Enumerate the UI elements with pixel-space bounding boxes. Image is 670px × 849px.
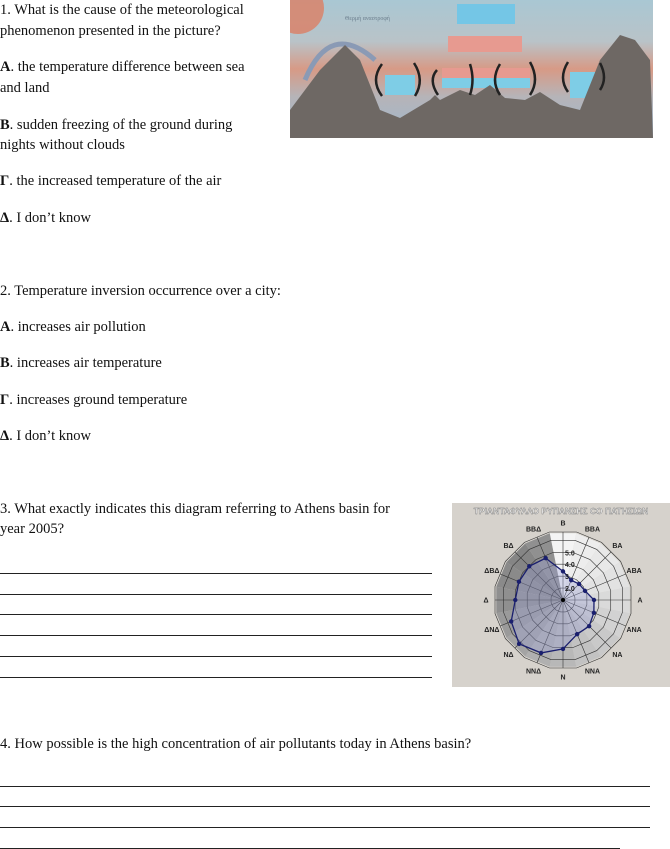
option-letter: Δ [0, 428, 10, 444]
chart-center [561, 598, 565, 602]
q1-option-d[interactable] [0, 209, 91, 227]
answer-line[interactable] [0, 573, 432, 574]
chart-direction-label: ΑΝΑ [626, 626, 642, 634]
chart-direction-label: Β [560, 520, 566, 528]
answer-line[interactable] [0, 656, 432, 657]
answer-line[interactable] [0, 635, 432, 636]
q1-option-a-cont: and land [0, 80, 50, 96]
chart-data-point [539, 651, 543, 655]
chart-direction-label: ΝΝΔ [525, 668, 542, 676]
chart-direction-label: ΒΒΔ [525, 526, 542, 534]
q1-option-a[interactable] [0, 58, 245, 76]
option-text: . the increased temperature of the air [9, 173, 222, 189]
chart-data-point [517, 580, 521, 584]
chart-title: ΤΡΙΑΝΤΑΦΥΛΛΟ ΡΥΠΑΝΣΗΣ CO ΠΑΤΗΣΙΩΝ [473, 506, 649, 516]
chart-data-point [583, 589, 587, 593]
chart-data-point [592, 611, 596, 615]
answer-line[interactable] [0, 806, 650, 807]
chart-data-point [561, 569, 565, 573]
chart-data-point [517, 642, 521, 646]
answer-line[interactable] [0, 677, 432, 678]
q3-question-line1: 3. What exactly indicates this diagram referring to Athens basin for [0, 501, 390, 517]
option-letter: B [0, 117, 10, 133]
q2-option-a[interactable] [0, 318, 146, 336]
option-letter: Δ [0, 210, 10, 226]
q1-question-line1: 1. What is the cause of the meteorological [0, 2, 244, 18]
q1-option-b-cont: nights without clouds [0, 137, 125, 153]
chart-data-point [543, 556, 547, 560]
chart-ring-label: 4.0 [565, 562, 575, 570]
q2-question: 2. Temperature inversion occurrence over a city: [0, 283, 281, 299]
answer-line[interactable] [0, 614, 432, 615]
option-text: . increases air temperature [9, 355, 162, 371]
option-text: . increases air pollution [10, 319, 146, 335]
chart-data-point [527, 564, 531, 568]
chart-data-point [575, 632, 579, 636]
chart-direction-label: ΔΝΔ [484, 626, 500, 634]
chart-data-point [569, 578, 573, 582]
option-letter: Γ [0, 392, 10, 408]
q4-question: 4. How possible is the high concentration of air pollutants today in Athens basin? [0, 736, 472, 752]
q1-option-b[interactable] [0, 116, 232, 134]
option-letter: Γ [0, 173, 10, 189]
option-text: . I don’t know [9, 428, 91, 444]
option-text: . sudden freezing of the ground during [9, 117, 233, 133]
temperature-inversion-picture [290, 0, 653, 138]
chart-direction-label: ΝΑ [612, 651, 623, 659]
option-text: . I don’t know [9, 210, 91, 226]
answer-line[interactable] [0, 827, 650, 828]
q2-option-c[interactable] [0, 391, 187, 409]
q1-option-c[interactable] [0, 172, 221, 190]
chart-direction-label: ΒΑ [612, 543, 623, 551]
chart-data-point [513, 598, 517, 602]
answer-line[interactable] [0, 594, 432, 595]
chart-direction-label: ΔΒΔ [484, 568, 500, 576]
chart-data-point [577, 582, 581, 586]
q3-question-line2: year 2005? [0, 521, 65, 537]
chart-direction-label: ΑΒΑ [626, 568, 642, 576]
chart-direction-label: Ν [560, 674, 566, 682]
option-text: . the temperature difference between sea [10, 59, 245, 75]
chart-data-point [587, 624, 591, 628]
chart-direction-label: ΒΒΑ [584, 526, 601, 534]
co-pollution-rose-chart [452, 503, 670, 687]
chart-ring-label: 3 [565, 574, 569, 582]
answer-line[interactable] [0, 786, 650, 787]
q2-option-d[interactable] [0, 427, 91, 445]
option-text: . increases ground temperature [9, 392, 188, 408]
q1-question-line2: phenomenon presented in the picture? [0, 23, 221, 39]
option-letter: A [0, 59, 11, 75]
chart-direction-label: Δ [483, 597, 489, 605]
q2-option-b[interactable] [0, 354, 162, 372]
chart-direction-label: ΒΔ [503, 543, 514, 551]
chart-data-point [592, 598, 596, 602]
picture-caption: Θερμή αναστροφή [345, 16, 390, 22]
option-letter: B [0, 355, 10, 371]
chart-direction-label: ΝΝΑ [584, 668, 601, 676]
chart-ring-label: 5.0 [565, 550, 575, 558]
chart-data-point [509, 619, 513, 623]
chart-data-point [561, 647, 565, 651]
option-letter: A [0, 319, 11, 335]
chart-direction-label: Α [637, 597, 643, 605]
chart-direction-label: ΝΔ [503, 651, 514, 659]
chart-ring-label: 2.0 [565, 586, 575, 594]
